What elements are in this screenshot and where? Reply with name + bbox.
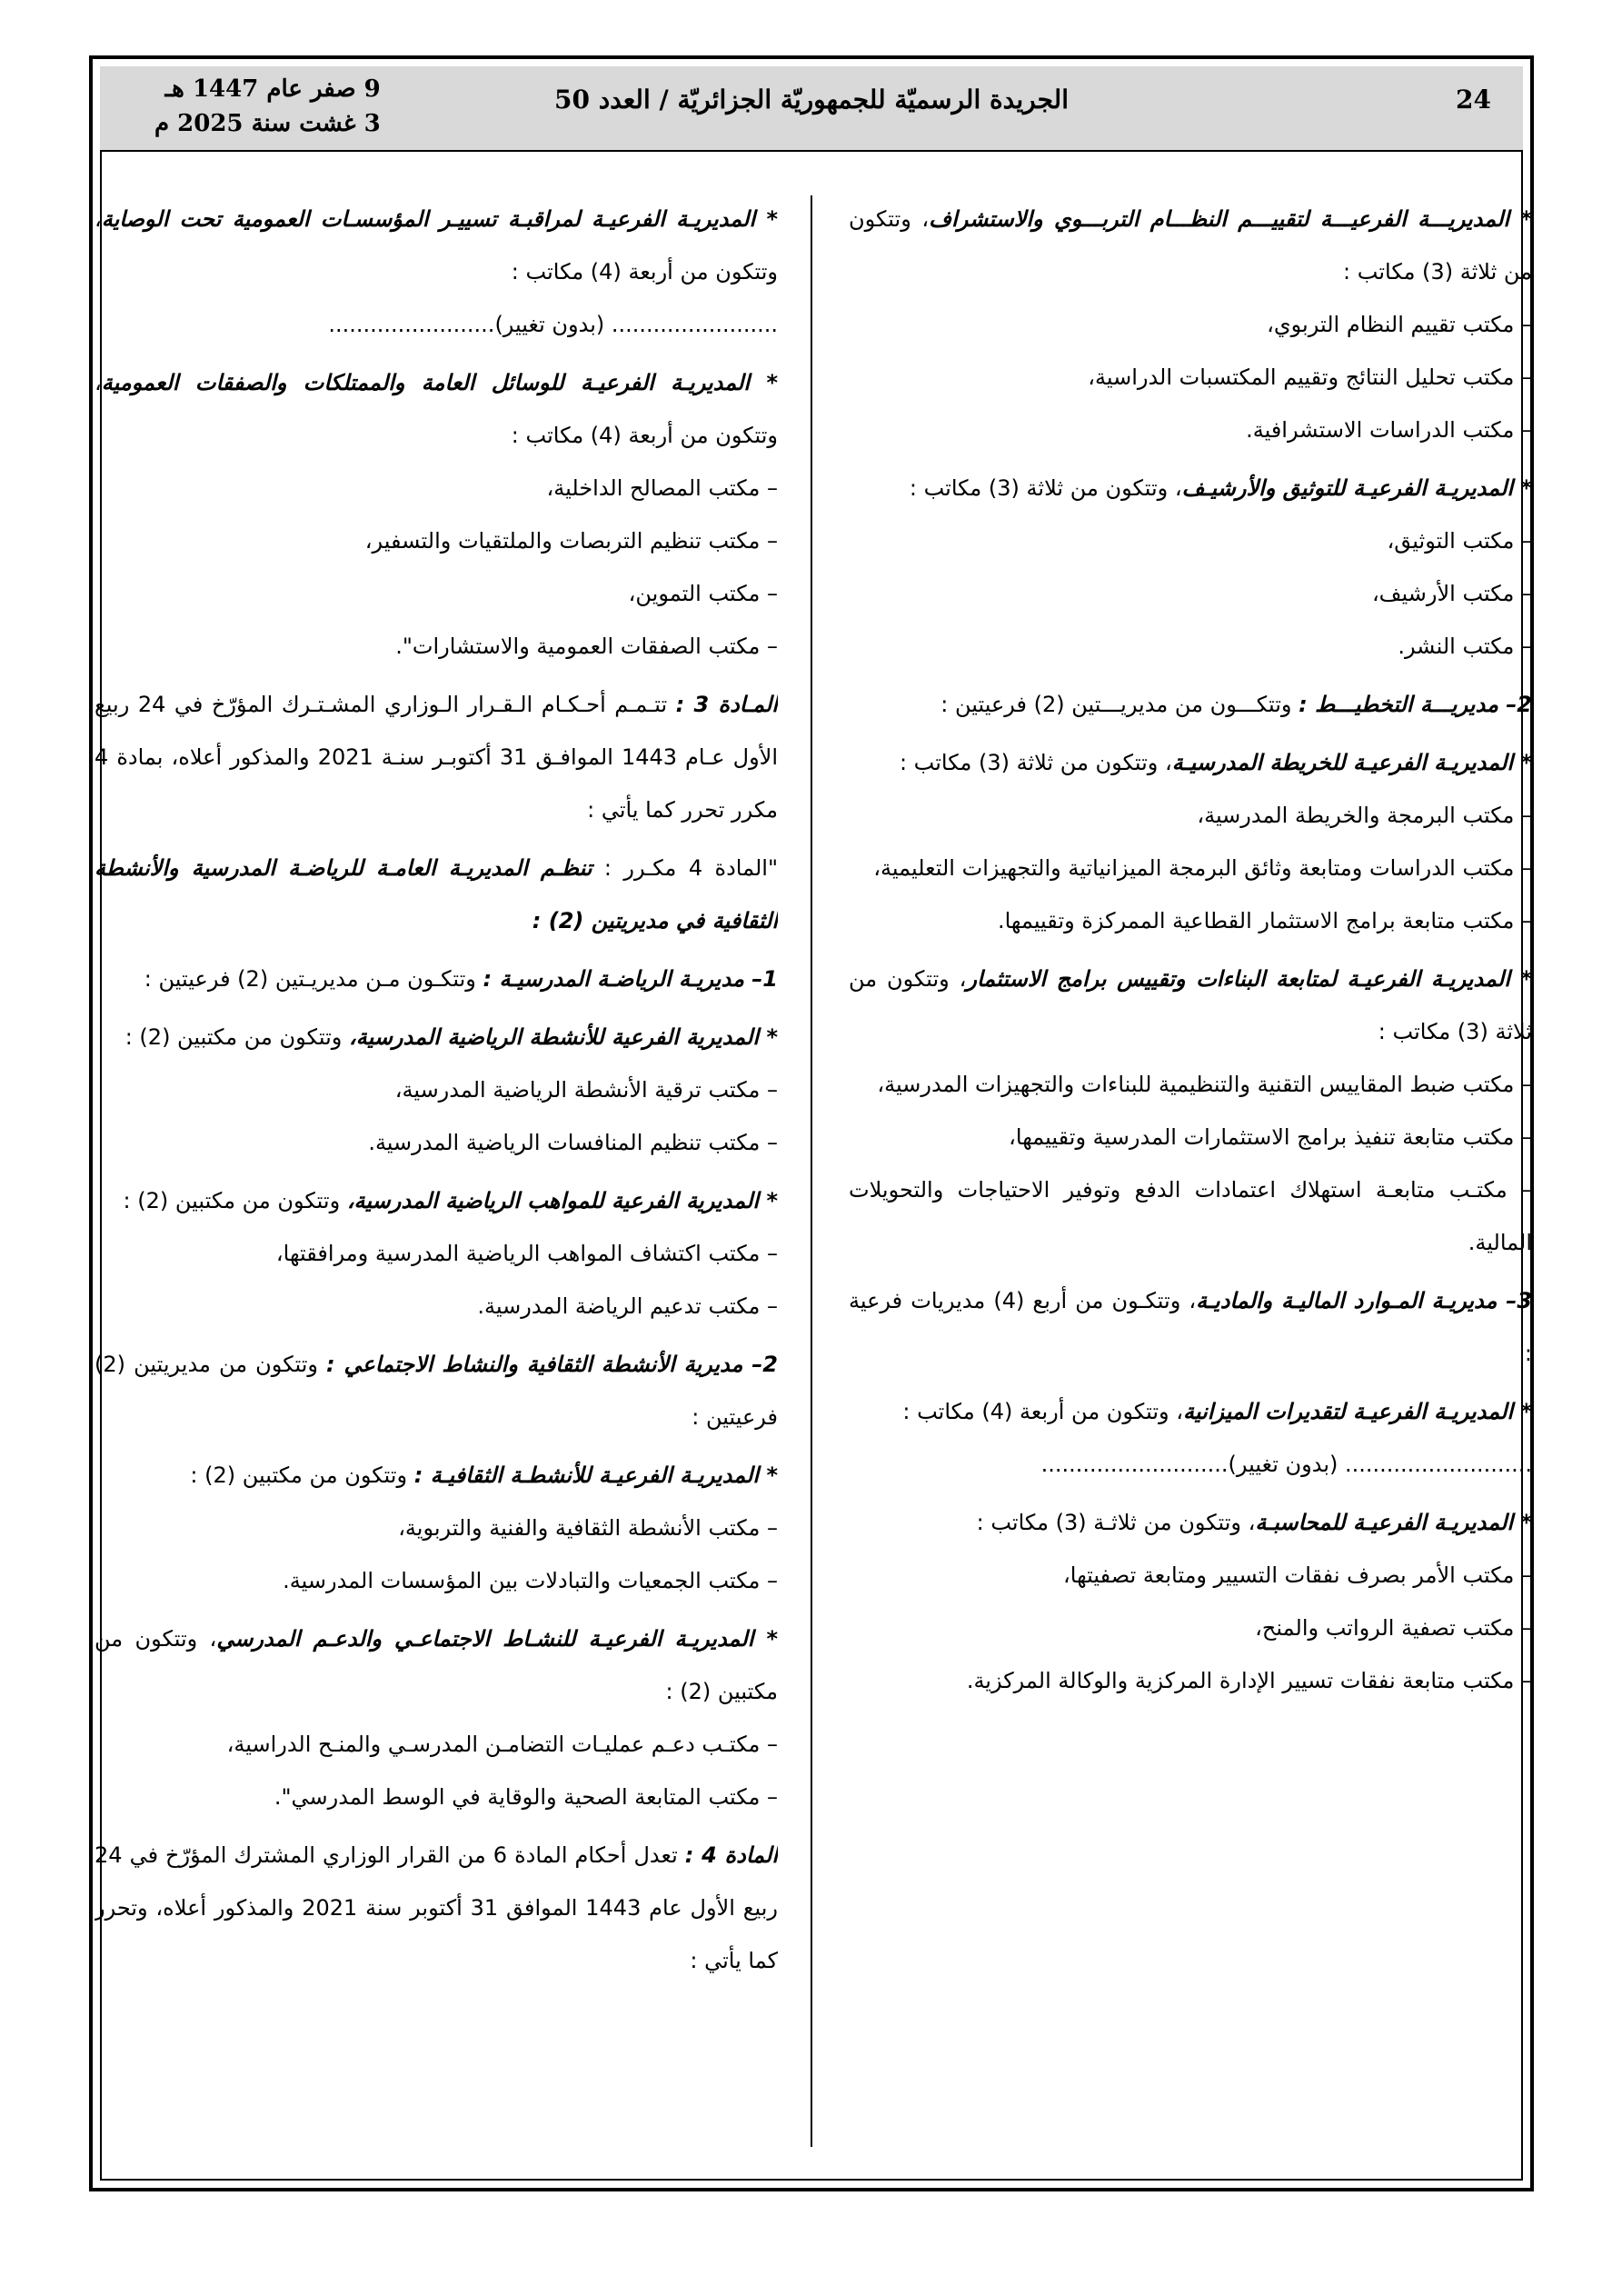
paragraph-heading: * المديريـة الفرعيـة للمحاسبـة — [1255, 1510, 1532, 1535]
right-column-paragraph — [849, 953, 1532, 1058]
paragraph-heading: 1– مديريـة الرياضـة المدرسيـة : — [483, 966, 778, 992]
left-column-paragraph — [95, 514, 778, 567]
left-text-column — [95, 193, 778, 2156]
left-column-paragraph — [95, 1338, 778, 1443]
right-column-paragraph — [849, 620, 1532, 673]
right-column-paragraph — [849, 1654, 1532, 1707]
right-column-paragraph — [849, 462, 1532, 514]
left-column-paragraph — [95, 1771, 778, 1823]
paragraph-text: ، وتتكون من مكتبين (2) : — [95, 1626, 778, 1704]
gazette-header — [100, 66, 1523, 152]
paragraph-text: – مكتب ترقية الأنشطة الرياضية المدرسية، — [394, 1077, 778, 1103]
paragraph-text: ........................ (بدون تغيير)........................ — [328, 312, 778, 337]
right-column-paragraph — [849, 894, 1532, 947]
paragraph-text: ، وتتكون من أربعة (4) مكاتب : — [95, 370, 778, 448]
paragraph-text: – مكتب الدراسات ومتابعة وثائق البرمجة الميزانياتية والتجهيزات التعليمية، — [873, 855, 1532, 881]
paragraph-text: وتتكون من مكتبين (2) : — [124, 1024, 349, 1050]
paragraph-text: – مكتب متابعة برامج الاستثمار القطاعية الممركزة وتقييمها. — [997, 908, 1532, 933]
paragraph-text: – مكتب تنظيم المنافسات الرياضية المدرسية. — [368, 1130, 778, 1155]
paragraph-text: ، وتتكون من ثلاثة (3) مكاتب : — [909, 475, 1182, 501]
left-column-paragraph — [95, 356, 778, 462]
left-column-paragraph — [95, 620, 778, 673]
paragraph-heading: * المديريـة الفرعيـة لمراقبـة تسييـر المؤسسـات العمومية تحت الوصاية — [101, 206, 778, 232]
paragraph-heading: 2– مديريـــة التخطيـــط : — [1299, 692, 1532, 717]
paragraph-heading: المادة 4 : — [684, 1842, 778, 1868]
paragraph-text: – مكتب متابعة نفقات تسيير الإدارة المركزية والوكالة المركزية. — [966, 1668, 1532, 1693]
paragraph-text: تعدل أحكام المادة 6 من القرار الوزاري المشترك المؤرّخ في 24 ربيع الأول عام 1443 الموافق 31 أكتوبر سنة 2021 والمذكور أعلاه، وتحرر كما يأتي : — [95, 1842, 778, 1973]
paragraph-text: – مكتب الصفقات العمومية والاستشارات". — [395, 634, 778, 659]
paragraph-text: – مكتب الجمعيات والتبادلات بين المؤسسات المدرسية. — [283, 1568, 778, 1593]
paragraph-heading: * المديريـــة الفرعيـــة لتقييـــم النظـــام التربـــوي والاستشراف — [929, 206, 1532, 232]
paragraph-heading: المـادة 3 : — [675, 692, 778, 717]
paragraph-heading: * المديريـة الفرعيـة للأنشطـة الثقافيـة : — [413, 1462, 778, 1488]
left-column-paragraph — [95, 1612, 778, 1718]
right-column-paragraph — [849, 567, 1532, 620]
left-column-paragraph — [95, 1227, 778, 1280]
right-column-paragraph — [849, 1496, 1532, 1549]
left-column-paragraph — [95, 1554, 778, 1607]
paragraph-text: – مكتب التوثيق، — [1387, 528, 1532, 554]
date-gregorian: 3 غشت سنة 2025 م — [154, 110, 381, 137]
left-column-paragraph — [95, 953, 778, 1005]
paragraph-heading: * المديرية الفرعية للأنشطة الرياضية المدرسية، — [348, 1024, 778, 1050]
date-hijri: 9 صفر عام 1447 هـ — [164, 75, 381, 103]
left-column-paragraph — [95, 678, 778, 836]
column-divider — [811, 195, 812, 2147]
right-column-paragraph — [849, 404, 1532, 456]
paragraph-heading: * المديريـة الفرعيـة للوسائل العامة والممتلكات والصفقات العمومية — [101, 370, 778, 395]
paragraph-heading: * المديريـة الفرعيـة للتوثيق والأرشيـف — [1181, 475, 1532, 501]
paragraph-text: – مكتب تقييم النظام التربوي، — [1267, 312, 1532, 337]
paragraph-text: – مكتب النشر. — [1398, 634, 1532, 659]
left-column-paragraph — [95, 462, 778, 514]
paragraph-text: ، وتتكـون من أربع (4) مديريات فرعية : — [849, 1288, 1532, 1366]
paragraph-text: – مكتب تنظيم التربصات والملتقيات والتسفير، — [364, 528, 778, 554]
paragraph-text: – مكتب المصالح الداخلية، — [546, 475, 778, 501]
right-column-paragraph — [849, 678, 1532, 731]
paragraph-text: "المادة 4 مكـرر : — [592, 855, 778, 881]
right-column-paragraph — [849, 1438, 1532, 1491]
paragraph-text: وتتكون من مديريتين (2) فرعيتين : — [95, 1352, 778, 1430]
left-column-paragraph — [95, 1280, 778, 1333]
right-column-paragraph — [849, 1274, 1532, 1380]
left-column-paragraph — [95, 1063, 778, 1116]
paragraph-text: – مكتب الأرشيف، — [1371, 581, 1532, 606]
paragraph-text: – مكتب اكتشاف المواهب الرياضية المدرسية ومرافقتها، — [275, 1241, 778, 1266]
paragraph-text: – مكتب تحليل النتائج وتقييم المكتسبات الدراسية، — [1088, 364, 1532, 390]
paragraph-text: تتـمـم أحـكـام الـقـرار الـوزاري المشـتـرك المؤرّخ في 24 ربيع الأول عـام 1443 الموافـق 31 أكتوبـر سنـة 2021 والمذكور أعلاه، بمادة 4 مكرر تحرر كما يأتي : — [95, 692, 778, 823]
gazette-title: الجريدة الرسميّة للجمهوريّة الجزائريّة / العدد 50 — [554, 85, 1069, 115]
paragraph-text: – مكتب التموين، — [628, 581, 778, 606]
left-column-paragraph — [95, 842, 778, 947]
paragraph-heading: تنظـم المديريـة العامـة للرياضـة المدرسية والأنشطة الثقافية في مديريتين (2) : — [95, 855, 778, 933]
right-column-paragraph — [849, 1058, 1532, 1111]
left-column-paragraph — [95, 1011, 778, 1063]
right-column-paragraph — [849, 298, 1532, 351]
paragraph-heading: 2– مديرية الأنشطة الثقافية والنشاط الاجتماعي : — [326, 1352, 778, 1377]
right-column-paragraph — [849, 1549, 1532, 1602]
paragraph-heading: 3– مديريـة المـوارد الماليـة والماديـة — [1196, 1288, 1532, 1313]
paragraph-text: ، وتتكون من ثلاثـة (3) مكاتب : — [976, 1510, 1256, 1535]
left-column-paragraph — [95, 1449, 778, 1502]
paragraph-heading: * المديرية الفرعية للمواهب الرياضية المدرسية، — [346, 1188, 778, 1213]
paragraph-text: – مكتب البرمجة والخريطة المدرسية، — [1197, 803, 1532, 828]
paragraph-text: – مكتب الدراسات الاستشرافية. — [1246, 417, 1532, 443]
paragraph-text: – مكتب الأمر بصرف نفقات التسيير ومتابعة تصفيتها، — [1063, 1562, 1532, 1588]
right-column-paragraph — [849, 514, 1532, 567]
right-column-paragraph — [849, 1163, 1532, 1269]
paragraph-text: وتتكون من مكتبين (2) : — [123, 1188, 347, 1213]
paragraph-heading: * المديريـة الفرعيـة لتقديرات الميزانية — [1182, 1399, 1532, 1424]
paragraph-text: – مكتـب دعـم عمليـات التضامـن المدرسـي والمنـح الدراسية، — [226, 1732, 778, 1757]
left-column-paragraph — [95, 298, 778, 351]
left-column-paragraph — [95, 1718, 778, 1771]
right-column-paragraph — [849, 789, 1532, 842]
paragraph-heading: * المديريـة الفرعيـة للنشـاط الاجتماعـي والدعـم المدرسي — [216, 1626, 778, 1652]
left-column-paragraph — [95, 1502, 778, 1554]
left-column-paragraph — [95, 567, 778, 620]
paragraph-text: ........................... (بدون تغيير)........................... — [1040, 1452, 1532, 1477]
paragraph-text: – مكتب ضبط المقاييس التقنية والتنظيمية للبناءات والتجهيزات المدرسية، — [877, 1072, 1532, 1097]
paragraph-text: – مكتب متابعة تنفيذ برامج الاستثمارات المدرسية وتقييمها، — [1009, 1124, 1532, 1150]
paragraph-heading: * المديريـة الفرعيـة للخريطة المدرسيـة — [1171, 750, 1532, 775]
paragraph-text: – مكتب المتابعة الصحية والوقاية في الوسط المدرسي". — [274, 1784, 778, 1810]
paragraph-text: – مكتب تصفية الرواتب والمنح، — [1255, 1615, 1532, 1641]
right-column-paragraph — [849, 351, 1532, 404]
paragraph-text: وتتكـــون من مديريـــتين (2) فرعيتين : — [940, 692, 1299, 717]
left-column-paragraph — [95, 1116, 778, 1169]
right-column-paragraph — [849, 1111, 1532, 1163]
paragraph-text: – مكتب تدعيم الرياضة المدرسية. — [477, 1293, 778, 1319]
paragraph-text: وتتكون من مكتبين (2) : — [190, 1462, 414, 1488]
paragraph-text: وتتكـون مـن مديريـتين (2) فرعيتين : — [144, 966, 483, 992]
right-text-column — [849, 193, 1532, 2156]
right-column-paragraph — [849, 736, 1532, 789]
right-column-paragraph — [849, 1385, 1532, 1438]
paragraph-text: ، وتتكون من ثلاثة (3) مكاتب : — [849, 206, 1532, 285]
issue-date — [154, 72, 381, 141]
right-column-paragraph — [849, 842, 1532, 894]
page-number: 24 — [1456, 85, 1491, 115]
right-column-paragraph — [849, 1602, 1532, 1654]
paragraph-text: – مكتـب متابعـة استهلاك اعتمادات الدفع وتوفير الاحتياجات والتحويلات المالية. — [849, 1177, 1532, 1255]
paragraph-text: ، وتتكون من أربعة (4) مكاتب : — [902, 1399, 1183, 1424]
paragraph-text: ، وتتكون من ثلاثة (3) مكاتب : — [849, 966, 1532, 1044]
left-column-paragraph — [95, 193, 778, 298]
left-column-paragraph — [95, 1174, 778, 1227]
paragraph-heading: * المديريـة الفرعيـة لمتابعة البناءات وتقييس برامج الاستثمار — [966, 966, 1532, 992]
paragraph-text: – مكتب الأنشطة الثقافية والفنية والتربوية، — [398, 1515, 778, 1541]
left-column-paragraph — [95, 1829, 778, 1987]
paragraph-text: ، وتتكون من ثلاثة (3) مكاتب : — [899, 750, 1172, 775]
paragraph-text: ، وتتكون من أربعة (4) مكاتب : — [95, 206, 778, 285]
right-column-paragraph — [849, 193, 1532, 298]
